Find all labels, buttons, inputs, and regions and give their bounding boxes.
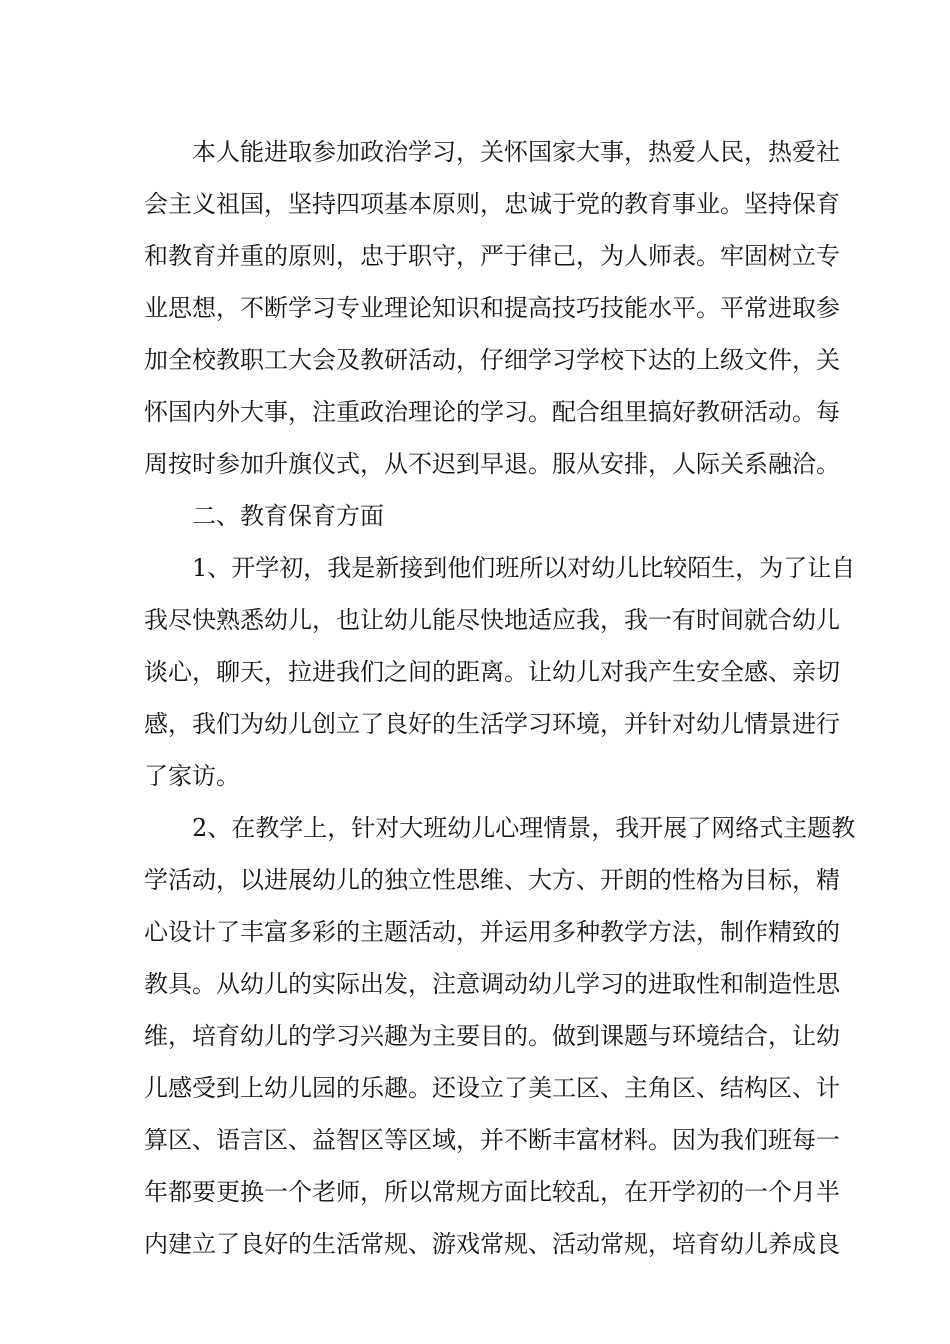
paragraph-line: 周按时参加升旗仪式，从不迟到早退。服从安排，人际关系融洽。 — [144, 450, 840, 478]
paragraph-line: 年都要更换一个老师，所以常规方面比较乱，在开学初的一个月半 — [144, 1178, 840, 1206]
paragraph-line: 算区、语言区、益智区等区域，并不断丰富材料。因为我们班每一 — [144, 1126, 840, 1154]
paragraph-line: 谈心，聊天，拉进我们之间的距离。让幼儿对我产生安全感、亲切 — [144, 658, 840, 686]
paragraph-line: 我尽快熟悉幼儿，也让幼儿能尽快地适应我，我一有时间就合幼儿 — [144, 606, 840, 634]
paragraph-line: 怀国内外大事，注重政治理论的学习。配合组里搞好教研活动。每 — [144, 398, 840, 426]
paragraph-line: 业思想，不断学习专业理论知识和提高技巧技能水平。平常进取参 — [144, 294, 840, 322]
paragraph-line: 内建立了良好的生活常规、游戏常规、活动常规，培育幼儿养成良 — [144, 1230, 840, 1258]
paragraph-line: 感，我们为幼儿创立了良好的生活学习环境，并针对幼儿情景进行 — [144, 710, 840, 738]
paragraph-line: 1、开学初，我是新接到他们班所以对幼儿比较陌生，为了让自 — [192, 554, 856, 582]
paragraph-line: 儿感受到上幼儿园的乐趣。还设立了美工区、主角区、结构区、计 — [144, 1074, 840, 1102]
paragraph-line: 加全校教职工大会及教研活动，仔细学习学校下达的上级文件，关 — [144, 346, 840, 374]
paragraph-line: 2、在教学上，针对大班幼儿心理情景，我开展了网络式主题教 — [192, 814, 856, 842]
paragraph-line: 心设计了丰富多彩的主题活动，并运用多种教学方法，制作精致的 — [144, 918, 840, 946]
paragraph-line: 和教育并重的原则，忠于职守，严于律己，为人师表。牢固树立专 — [144, 242, 840, 270]
paragraph-line: 了家访。 — [144, 762, 240, 790]
section-heading: 二、教育保育方面 — [192, 502, 384, 530]
paragraph-line: 学活动，以进展幼儿的独立性思维、大方、开朗的性格为目标，精 — [144, 866, 840, 894]
paragraph-line: 本人能进取参加政治学习，关怀国家大事，热爱人民，热爱社 — [192, 138, 840, 166]
paragraph-line: 维，培育幼儿的学习兴趣为主要目的。做到课题与环境结合，让幼 — [144, 1022, 840, 1050]
paragraph-line: 教具。从幼儿的实际出发，注意调动幼儿学习的进取性和制造性思 — [144, 970, 840, 998]
paragraph-line: 会主义祖国，坚持四项基本原则，忠诚于党的教育事业。坚持保育 — [144, 190, 840, 218]
